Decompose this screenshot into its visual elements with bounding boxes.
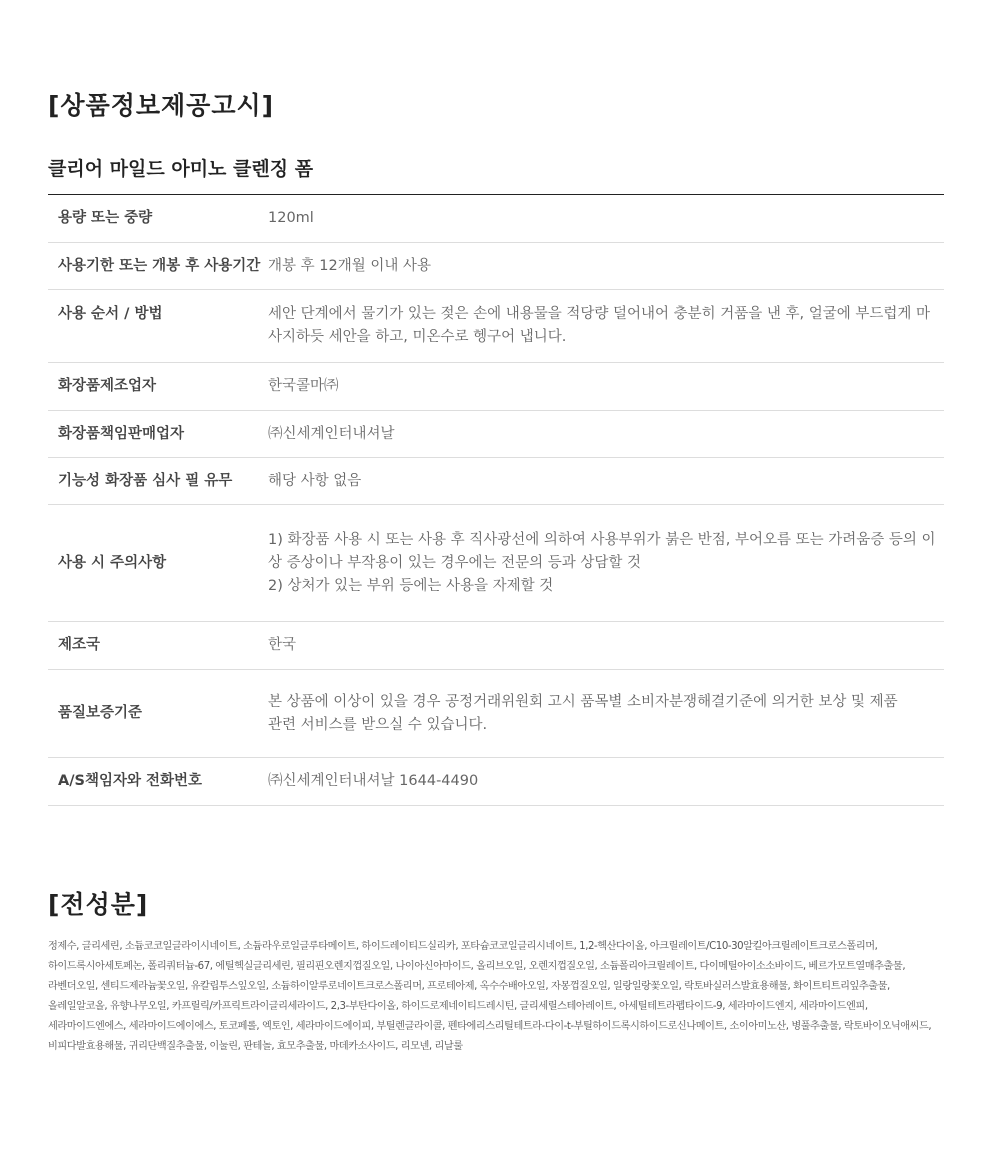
row-label: 사용 시 주의사항 bbox=[48, 505, 268, 622]
row-label: 화장품제조업자 bbox=[48, 363, 268, 411]
value-line: 1) 화장품 사용 시 또는 사용 후 직사광선에 의하여 사용부위가 붉은 반점, 부어오름 또는 가려움증 등의 이상 증상이나 부작용이 있는 경우에는 전문의 등과 상담할 것 bbox=[268, 531, 936, 571]
notice-section-title: [상품정보제공고시] bbox=[48, 91, 275, 120]
table-row bbox=[48, 195, 944, 243]
row-label: 사용 순서 / 방법 bbox=[48, 290, 268, 363]
table-row bbox=[48, 290, 944, 363]
product-notice-table bbox=[48, 194, 944, 806]
ingredients-section-title: [전성분] bbox=[48, 890, 149, 919]
table-row bbox=[48, 622, 944, 670]
row-value: ㈜신세계인터내셔날 1644-4490 bbox=[268, 758, 944, 806]
table-row bbox=[48, 411, 944, 458]
ingredients-list: 정제수, 글리세린, 소듐코코일글라이시네이트, 소듐라우로일글루타메이트, 하이드레이티드실리카, 포타슘코코일글리시네이트, 1,2-헥산다이올, 아크릴레이트/C10-30알킬아크릴레이트크로스폴리머, 하이드록시아세토페논, 폴리쿼터늄-67, 에틸헥실글리세린, 필리핀오렌지껍질오일, 나이아신아마이드, 올리브오일, 오렌지껍질오일, 소듐폴리아크릴레이트, 다이메틸아이소소바이드, 베르가모트열매추출물, 라벤더오일, 센티드제라늄꽃오일, 유칼립투스잎오일, 소듐하이알루로네이트크로스폴리머, 프로테아제, 옥수수배아오일, 자몽껍질오일, 일랑일랑꽃오일, 락토바실러스발효용해물, 화이트티트리잎추출물, 올레일알코올, 유향나무오일, 카프릴릭/카프릭트라이글리세라이드, 2,3-부탄다이올, 하이드로제네이티드레시틴, 글리세릴스테아레이트, 아세틸테트라펩타이드-9, 세라마이드엔지, 세라마이드엔피, 세라마이드엔에스, 세라마이드에이에스, 토코페롤, 엑토인, 세라마이드에이피, 부틸렌글라이콜, 펜타에리스리틸테트라-다이-t-부틸하이드록시하이드로신나메이트, 소이아미노산, 병풀추출물, 락토바이오닉애씨드, 비피다발효용해물, 귀리단백질추출물, 이눌린, 판테놀, 효모추출물, 마데카소사이드, 리모넨, 리날룰 bbox=[48, 941, 932, 1052]
table-row bbox=[48, 670, 944, 758]
row-value: 한국콜마㈜ bbox=[268, 363, 944, 411]
row-value: ㈜신세계인터내셔날 bbox=[268, 411, 944, 458]
row-value bbox=[268, 505, 944, 622]
row-value: 한국 bbox=[268, 622, 944, 670]
row-label: 기능성 화장품 심사 필 유무 bbox=[48, 458, 268, 505]
table-row bbox=[48, 363, 944, 411]
row-label: 품질보증기준 bbox=[48, 670, 268, 758]
row-label: 사용기한 또는 개봉 후 사용기간 bbox=[48, 243, 268, 290]
row-value: 해당 사항 없음 bbox=[268, 458, 944, 505]
row-label: A/S책임자와 전화번호 bbox=[48, 758, 268, 806]
row-label: 제조국 bbox=[48, 622, 268, 670]
row-label: 화장품책임판매업자 bbox=[48, 411, 268, 458]
table-row bbox=[48, 505, 944, 622]
value-line: 본 상품에 이상이 있을 경우 공정거래위원회 고시 품목별 소비자분쟁해결기준에 의거한 보상 및 제품 bbox=[268, 693, 898, 710]
product-name: 클리어 마일드 아미노 클렌징 폼 bbox=[48, 158, 314, 180]
table-row bbox=[48, 458, 944, 505]
table-row bbox=[48, 243, 944, 290]
value-line: 관련 서비스를 받으실 수 있습니다. bbox=[268, 716, 488, 733]
table-row bbox=[48, 758, 944, 806]
row-label: 용량 또는 중량 bbox=[48, 195, 268, 243]
row-value: 세안 단계에서 물기가 있는 젖은 손에 내용물을 적당량 덜어내어 충분히 거품을 낸 후, 얼굴에 부드럽게 마사지하듯 세안을 하고, 미온수로 헹구어 냅니다. bbox=[268, 290, 944, 363]
row-value bbox=[268, 670, 944, 758]
value-line: 2) 상처가 있는 부위 등에는 사용을 자제할 것 bbox=[268, 577, 554, 594]
row-value: 120ml bbox=[268, 195, 944, 243]
row-value: 개봉 후 12개월 이내 사용 bbox=[268, 243, 944, 290]
